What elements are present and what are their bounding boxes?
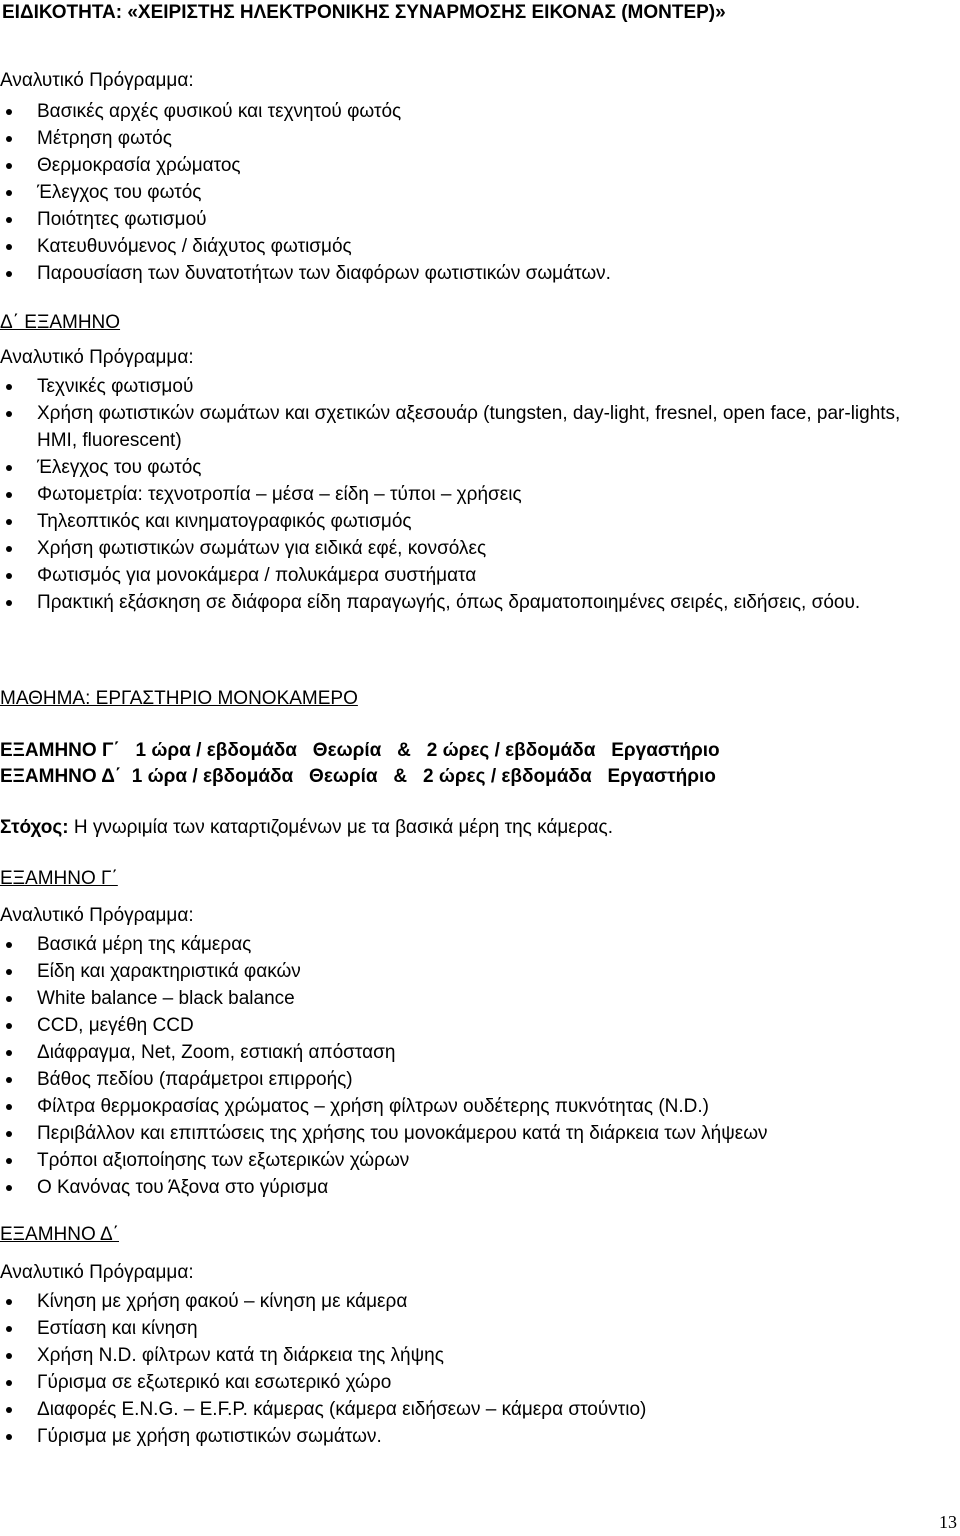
syllabus-list-1 — [0, 98, 611, 287]
section-heading-semester-d: Δ΄ ΕΞΑΜΗΝΟ — [0, 312, 121, 333]
syllabus-label-1: Αναλυτικό Πρόγραμμα: — [0, 70, 194, 91]
list-item: Βάθος πεδίου (παράμετροι επιρροής) — [0, 1066, 768, 1093]
list-item: Έλεγχος του φωτός — [0, 454, 937, 481]
list-item: Βασικά μέρη της κάμερας — [0, 931, 768, 958]
syllabus-label-2: Αναλυτικό Πρόγραμμα: — [0, 347, 194, 368]
list-item: Εστίαση και κίνηση — [0, 1315, 646, 1342]
list-item: Χρήση φωτιστικών σωμάτων για ειδικά εφέ, κονσόλες — [0, 535, 937, 562]
schedule-line-g: ΕΞΑΜΗΝΟ Γ΄ 1 ώρα / εβδομάδα Θεωρία & 2 ώρες / εβδομάδα Εργαστήριο — [0, 740, 720, 761]
syllabus-list-4 — [0, 1288, 646, 1450]
list-item: CCD, μεγέθη CCD — [0, 1012, 768, 1039]
list-item: Έλεγχος του φωτός — [0, 179, 611, 206]
list-item: Είδη και χαρακτηριστικά φακών — [0, 958, 768, 985]
list-item: Διάφραγμα, Net, Zoom, εστιακή απόσταση — [0, 1039, 768, 1066]
list-item: Χρήση N.D. φίλτρων κατά τη διάρκεια της λήψης — [0, 1342, 646, 1369]
list-item: Ποιότητες φωτισμού — [0, 206, 611, 233]
list-item: Διαφορές E.N.G. – E.F.P. κάμερας (κάμερα ειδήσεων – κάμερα στούντιο) — [0, 1396, 646, 1423]
syllabus-list-3 — [0, 931, 768, 1201]
list-item: Φωτισμός για μονοκάμερα / πολυκάμερα συστήματα — [0, 562, 937, 589]
syllabus-list-2 — [0, 373, 937, 616]
goal-line — [0, 817, 613, 839]
list-item: Μέτρηση φωτός — [0, 125, 611, 152]
list-item: White balance – black balance — [0, 985, 768, 1012]
syllabus-label-4: Αναλυτικό Πρόγραμμα: — [0, 1262, 194, 1283]
list-item: Παρουσίαση των δυνατοτήτων των διαφόρων φωτιστικών σωμάτων. — [0, 260, 611, 287]
list-item: Κίνηση με χρήση φακού – κίνηση με κάμερα — [0, 1288, 646, 1315]
list-item: Γύρισμα σε εξωτερικό και εσωτερικό χώρο — [0, 1369, 646, 1396]
goal-text: Η γνωριμία των καταρτιζομένων με τα βασικά μέρη της κάμερας. — [68, 817, 613, 838]
section-heading-semester-g: ΕΞΑΜΗΝΟ Γ΄ — [0, 868, 118, 889]
list-item: Περιβάλλον και επιπτώσεις της χρήσης του μονοκάμερου κατά τη διάρκεια των λήψεων — [0, 1120, 768, 1147]
list-item: Γύρισμα με χρήση φωτιστικών σωμάτων. — [0, 1423, 646, 1450]
goal-label: Στόχος: — [0, 817, 69, 838]
list-item: Τρόποι αξιοποίησης των εξωτερικών χώρων — [0, 1147, 768, 1174]
list-item: Πρακτική εξάσκηση σε διάφορα είδη παραγωγής, όπως δραματοποιημένες σειρές, ειδήσεις, σόου. — [0, 589, 937, 616]
page-header: ΕΙΔΙΚΟΤΗΤΑ: «ΧΕΙΡΙΣΤΗΣ ΗΛΕΚΤΡΟΝΙΚΗΣ ΣΥΝΑΡΜΟΣΗΣ ΕΙΚΟΝΑΣ (ΜΟΝΤΕΡ)» — [2, 2, 726, 23]
list-item: Φωτομετρία: τεχνοτροπία – μέσα – είδη – τύποι – χρήσεις — [0, 481, 937, 508]
list-item: Φίλτρα θερμοκρασίας χρώματος – χρήση φίλτρων ουδέτερης πυκνότητας (N.D.) — [0, 1093, 768, 1120]
list-item: Χρήση φωτιστικών σωμάτων και σχετικών αξεσουάρ (tungsten, day-light, fresnel, open face, par-lights, HMI, fluorescent) — [0, 400, 937, 454]
course-title: ΜΑΘΗΜΑ: ΕΡΓΑΣΤΗΡΙΟ ΜΟΝΟΚΑΜΕΡΟ — [0, 688, 358, 709]
list-item: Τεχνικές φωτισμού — [0, 373, 937, 400]
list-item: Τηλεοπτικός και κινηματογραφικός φωτισμός — [0, 508, 937, 535]
page-number: 13 — [939, 1512, 957, 1532]
schedule-line-d: ΕΞΑΜΗΝΟ Δ΄ 1 ώρα / εβδομάδα Θεωρία & 2 ώρες / εβδομάδα Εργαστήριο — [0, 766, 716, 787]
section-heading-semester-d2: ΕΞΑΜΗΝΟ Δ΄ — [0, 1224, 119, 1245]
list-item: Βασικές αρχές φυσικού και τεχνητού φωτός — [0, 98, 611, 125]
list-item: Κατευθυνόμενος / διάχυτος φωτισμός — [0, 233, 611, 260]
list-item: Ο Κανόνας του Άξονα στο γύρισμα — [0, 1174, 768, 1201]
syllabus-label-3: Αναλυτικό Πρόγραμμα: — [0, 905, 194, 926]
list-item: Θερμοκρασία χρώματος — [0, 152, 611, 179]
